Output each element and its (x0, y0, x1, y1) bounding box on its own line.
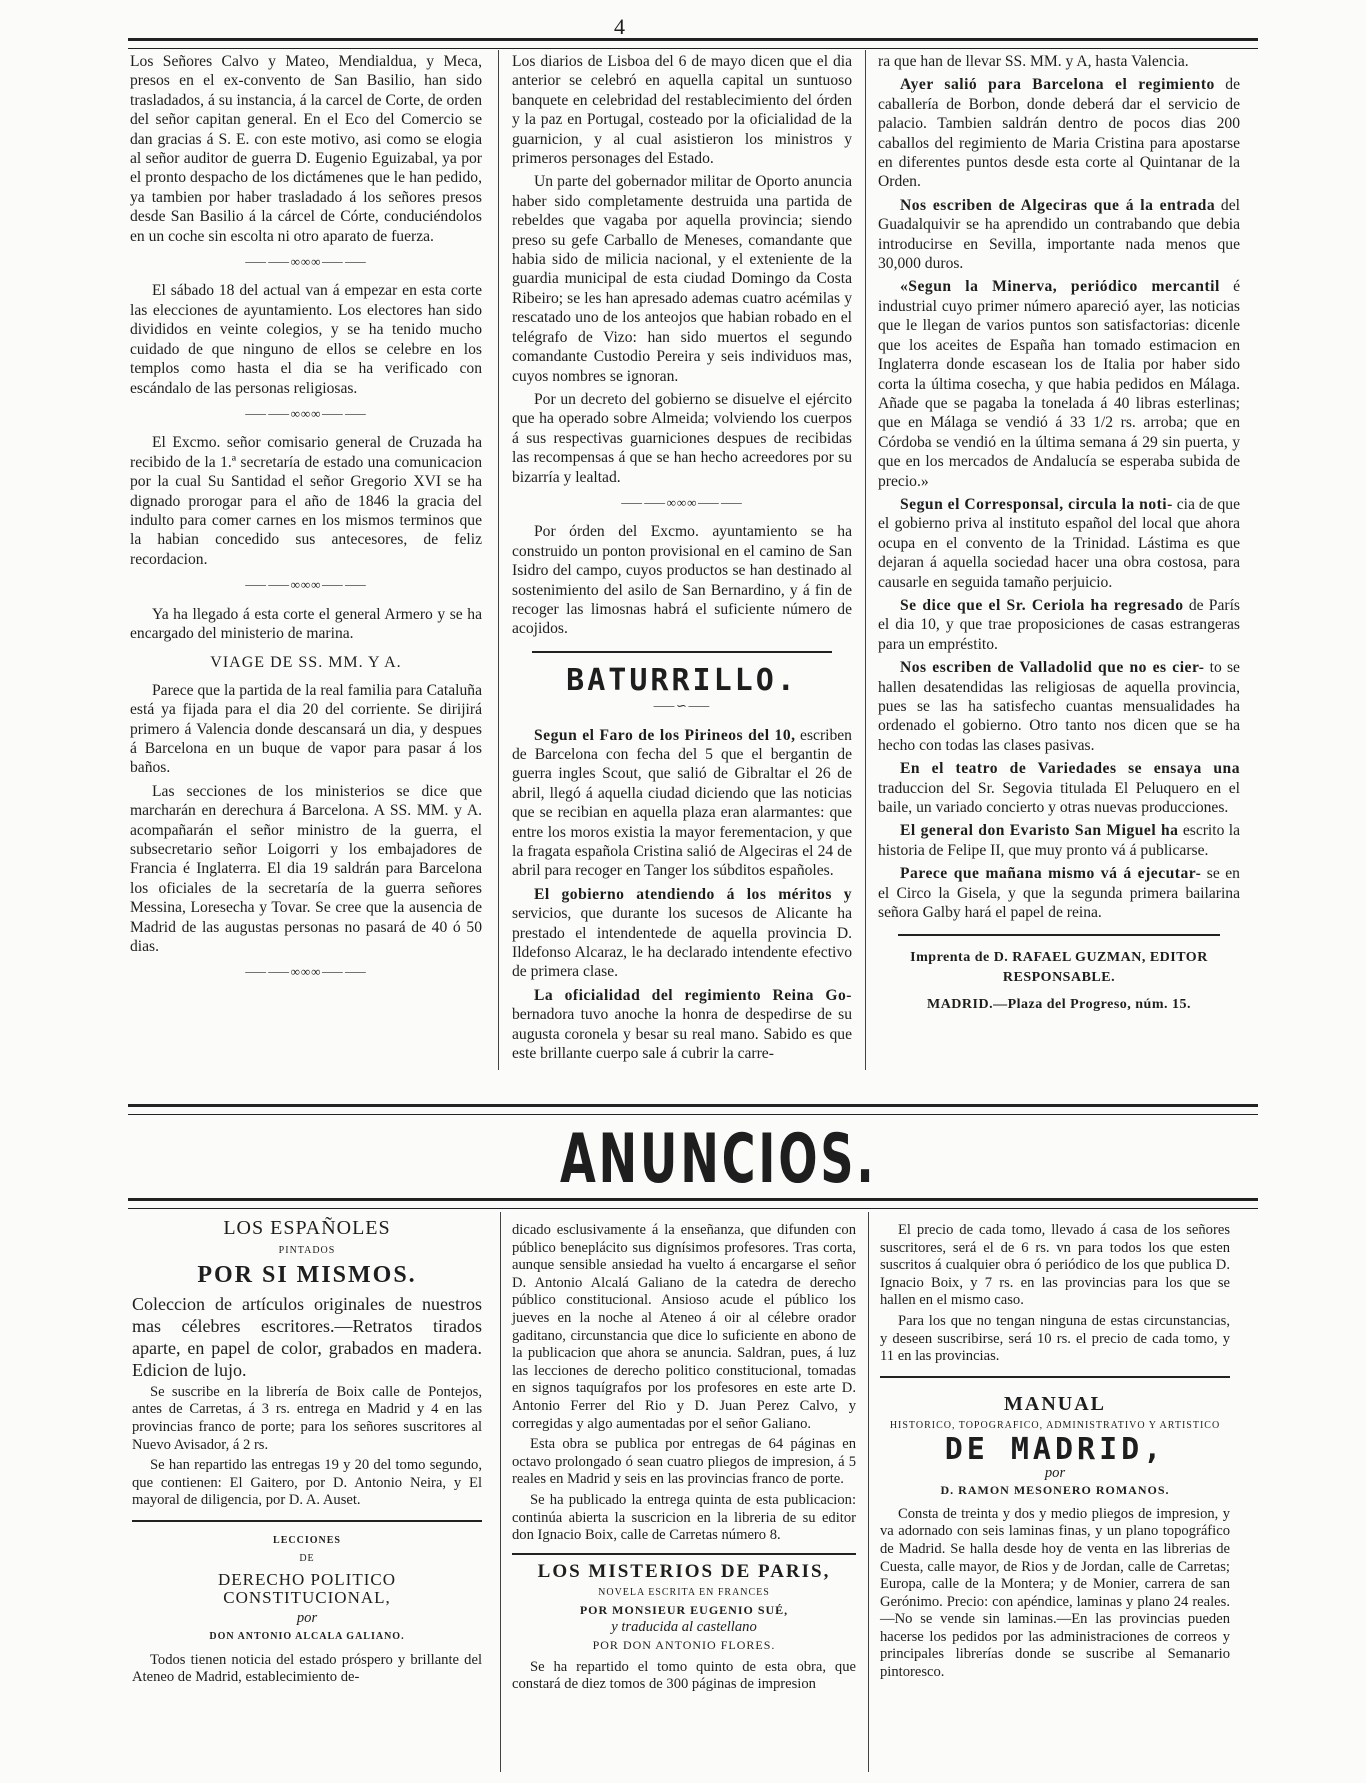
ad-paragraph: Consta de treinta y dos y medio pliegos de impresion, y va adornado con seis laminas finas, y un plano topográfico de Madrid. Se halla desde hoy de venta en las librerias de Cuesta, calle mayor, de Rios y de Jordan, calle de Carretas; Europa, calle de la Montera; y de Monier, carrera de san Gerónimo. Precio: con apéndice, laminas y plano 24 reales.—No se vende sin laminas.—En las provincias pueden hacerse los pedidos por las administraciones de correos y principales librerías donde se suscribe al Semanario pintoresco. (880, 1505, 1230, 1681)
item-text: escriben de Barcelona con fecha del 5 que el bergantin de guerra ingles Scout, que salió de Gibraltar el 26 de abril, llegó á aquella ciudad diciendo que las noticias que se recibian en aquella plaza eran alarmantes: que entre los moros existia la mayor ferementacion, y que la fragata española Cristina salió de Algeciras el 24 de abril para recoger en Tanger los súbditos españoles. (512, 726, 852, 880)
item-text: del Guadalquivir se ha aprendido un contrabando que debia introducirse en Sevilla, importante nada menos que 30,000 duros. (878, 196, 1240, 273)
ad-subtitle: DE (299, 1552, 315, 1564)
item-text: de París el dia 10, y que trae proposiciones de casas estrangeras para un empréstito. (878, 596, 1240, 653)
item-text: se en el Circo la Gisela, y que la segunda primera bailarina señora Galby hará el papel de reina. (878, 865, 1240, 922)
column-divider (498, 50, 499, 1070)
article: Un parte del gobernador militar de Oporto anuncia haber sido completamente destruida una partida de rebeldes que vagaba por aquella provincia; siendo preso su gefe Carballo de Meneses, comandante que habia sido de milicia nacional, y el exteniente de la guardia municipal de esta ciudad Domingo da Costa Ribeiro; se les han apresado ademas cuatro acémilas y rescatado uno de los anteojos que habian robado en el telégrafo de Vizo: han sido muertos el segundo comandante Custodio Pereira y seis individuos mas, cuyos nombres se ignoran. (512, 173, 852, 385)
ad-rule (512, 1553, 856, 1555)
item-lead: Segun el Corresponsal, circula la noti- (900, 495, 1173, 513)
ad-title-main: POR SI MISMOS. (197, 1262, 417, 1289)
ad-title: LECCIONES (273, 1534, 341, 1546)
article: Parece que la partida de la real familia para Cataluña está ya fijada para el dia 20 del corriente. Se dirijirá primero á Valencia donde descansará un dia, y despues á Barcelona en un buque de vapor para pasar á los baños. (130, 681, 482, 777)
article (878, 75, 1240, 191)
column-divider (865, 50, 866, 1070)
ad-paragraph: Se ha publicado la entrega quinta de esta publicacion: continúa abierta la suscricion en la libreria de su editor don Ignacio Boix, calle de Carretas número 8. (512, 1491, 856, 1544)
item-text: traduccion del Sr. Segovia titulada El Peluquero en el baile, un variado concierto y otras nuevas producciones. (878, 779, 1240, 817)
ad-subtitle: y traducida al castellano (611, 1619, 757, 1636)
ad-paragraph: El precio de cada tomo, llevado á casa de los señores suscritores, será el de 6 rs. vn para todos los que esten suscritos á cualquier obra ó periódico de los que publica D. Ignacio Boix, y 7 rs. en las provincias para los que se hallen en el mismo caso. (880, 1222, 1230, 1309)
imprint-address: MADRID.—Plaza del Progreso, núm. 15. (926, 997, 1192, 1013)
ad-rule (880, 1376, 1230, 1378)
article (878, 196, 1240, 274)
article: El Excmo. señor comisario general de Cruzada ha recibido de la 1.ª secretaría de estado una comunicacion por la cual Su Santidad el señor Gregorio XVI se ha dignado prorogar para el año de 1846 la gracia del indulto para comer carnes en los mismos terminos que la habian concedido sus antecesores, de feliz recordacion. (130, 434, 482, 568)
ornament-divider: ⸺∽⸺ (653, 698, 711, 714)
baturrillo-item (512, 885, 852, 982)
item-lead: En el teatro de Variedades se ensaya una (900, 760, 1240, 778)
article (878, 277, 1240, 490)
article: Ya ha llegado á esta corte el general Armero y se ha encargado del ministerio de marina. (130, 605, 482, 642)
ad-column-3 (880, 1222, 1230, 1685)
ad-by: por (1044, 1464, 1066, 1481)
item-lead: La oficialidad del regimiento Reina Go- (534, 986, 852, 1004)
page-number: 4 (614, 14, 625, 39)
ad-column-1 (132, 1216, 482, 1690)
article: Las secciones de los ministerios se dice que marcharán en derechura á Barcelona. A SS. MM. y A. acompañarán el señor ministro de la guerra, el subsecretario señor Loigorri y los embajadores de Francia é Inglaterra. El dia 19 saldrán para Barcelona los oficiales de la secretaría de la guerra señores Messina, Loresecha y Tovar. Se cree que la ausencia de Madrid de las augustas personas no pasará de 40 ó 50 dias. (130, 782, 482, 956)
item-text: cia de que el gobierno priva al instituto español del local que ahora ocupa en el convento de la Trinidad. Lástima es que dejaran á aquella sociedad hacer una obra costosa, para causarle en seguida tamaño perjuicio. (878, 495, 1240, 591)
anuncios-heading: ANUNCIOS. (560, 1120, 877, 1199)
article (878, 596, 1240, 654)
section-heading: VIAGE DE SS. MM. Y A. (210, 654, 402, 672)
article: Por órden del Excmo. ayuntamiento se ha construido un ponton provisional en el camino de San Isidro del campo, cuyos productos se han destinado al sostenimiento del asilo de San Bernardino, y á fin de recoger las limosnas habrá el suficiente número de acojidos. (512, 523, 852, 638)
ad-column-2 (512, 1222, 856, 1697)
ad-author: DON ANTONIO ALCALA GALIANO. (209, 1630, 405, 1642)
ad-subtitle: PINTADOS (278, 1244, 336, 1256)
ad-paragraph: Se suscribe en la librería de Boix calle de Pontejos, antes de Carretas, á 3 rs. entrega en Madrid y 4 en las provincias franco de porte; para los señores suscritores al Nuevo Avisador, á 2 rs. (132, 1383, 482, 1453)
item-lead: Ayer salió para Barcelona el regimiento (900, 76, 1215, 94)
news-column-2 (512, 52, 852, 1068)
ad-author: D. RAMON MESONERO ROMANOS. (940, 1483, 1170, 1498)
article (878, 759, 1240, 817)
baturrillo-item (512, 726, 852, 881)
item-lead: Nos escriben de Algeciras que á la entrada (900, 196, 1216, 214)
item-text: escrito la historia de Felipe II, que muy pronto vá á publicarse. (878, 822, 1240, 859)
article: Los diarios de Lisboa del 6 de mayo dicen que el dia anterior se celebró en aquella capital un suntuoso banquete en celebridad del restablecimiento del órden y la paz en Portugal, costeado por la oficialidad de la guarnicion, y al cual asistieron los ministros y primeros personages del Estado. (512, 53, 852, 168)
item-text: bernadora tuvo anoche la honra de despedirse de su augusta coronela y besar su real mano. Sabido es que este brillante cuerpo sale á cubrir la carre- (512, 1006, 852, 1063)
anuncios-top-rule (128, 1104, 1258, 1115)
ad-paragraph: Todos tienen noticia del estado próspero y brillante del Ateneo de Madrid, establecimiento de- (132, 1651, 482, 1686)
item-text: de caballería de Borbon, donde deberá dar el servicio de palacio. Tambien saldrán dentro de pocos dias 200 caballos del regimiento de Maria Cristina para apostarse en diferentes puntos desde esta corte al Quintanar de la Orden. (878, 76, 1240, 191)
ad-paragraph: Esta obra se publica por entregas de 64 páginas en octavo prolongado ó sean cuatro pliegos de impresion, á 5 reales en Madrid y seis en las provincias franco de porte. (512, 1436, 856, 1488)
imprint: Imprenta de D. RAFAEL GUZMAN, EDITOR RESPONSABLE. (910, 950, 1208, 985)
baturrillo-heading: BATURRILLO. (566, 662, 798, 698)
ad-author: POR MONSIEUR EUGENIO SUÉ, (579, 1602, 789, 1617)
article (878, 864, 1240, 922)
item-lead: «Segun la Minerva, periódico mercantil (900, 278, 1220, 296)
ad-title: MANUAL (1004, 1392, 1106, 1415)
article: Los Señores Calvo y Mateo, Mendialdua, y Meca, presos en el ex-convento de San Basilio, han sido trasladados, á su instancia, á la carcel de Corte, de orden del señor capitan general. En el Eco del Comercio se dan gracias á S. E. con este motivo, asi como se elogia al señor auditor de guerra D. Eugenio Eguizabal, ya por el pronto despacho de los dictámenes que le han pedido, ya tambien por haber trasladado á los señores presos desde San Basilio á la cárcel de Córte, conduciéndolos en un coche sin escolta ni otro aparato de fuerza. (130, 53, 483, 245)
news-column-3 (878, 52, 1240, 1015)
ad-paragraph: Se ha repartido el tomo quinto de esta obra, que constará de diez tomos de 300 páginas de impresion (512, 1658, 856, 1693)
article: Por un decreto del gobierno se disuelve el ejército que ha operado sobre Almeida; volviendo los cuerpos á sus respectivas guarniciones despues de recibidas las recompensas á que se han hecho acreedores por su bizarría y lealtad. (512, 390, 852, 486)
ad-description: Coleccion de artículos originales de nuestros mas célebres escritores.—Retratos tirados aparte, en papel de color, grabados en madera. Edicion de lujo. (132, 1293, 482, 1380)
column-divider (868, 1212, 869, 1772)
anuncios-bottom-rule (128, 1198, 1258, 1209)
ad-by: por (296, 1610, 318, 1627)
item-text: to se hallen desatendidas las religiosas de aquella provincia, pues se las ha satisfecho cuantas mensualidades ha ordenado el gobierno. Otro tanto nos dicen que se ha hecho con todas las clases pasivas. (878, 659, 1240, 754)
ad-subtitle: HISTORICO, TOPOGRAFICO, ADMINISTRATIVO Y ARTISTICO (889, 1420, 1221, 1432)
article: El sábado 18 del actual van á empezar en esta corte las elecciones de ayuntamiento. Los electores han sido divididos en veinte colegios, y se ha tenido mucho cuidado de que ninguno de ellos se celebre en los templos como hasta el dia se ha verificado con escándalo de las personas religiosas. (130, 282, 482, 397)
ad-title: LOS ESPAÑOLES (223, 1217, 391, 1239)
ad-author: POR DON ANTONIO FLORES. (592, 1638, 776, 1653)
ad-rule (132, 1520, 482, 1522)
ad-paragraph: Se han repartido las entregas 19 y 20 del tomo segundo, que contienen: El Gaitero, por D. Antonio Neira, y El mayoral de diligencia, por D. A. Auset. (132, 1457, 482, 1509)
section-rule (898, 934, 1220, 936)
section-rule (532, 651, 832, 653)
item-lead: Nos escriben de Valladolid que no es cier- (900, 659, 1205, 677)
article (878, 821, 1240, 860)
item-lead: Se dice que el Sr. Ceriola ha regresado (900, 596, 1184, 614)
item-lead: El gobierno atendiendo á los méritos y (534, 885, 852, 903)
ad-subtitle: NOVELA ESCRITA EN FRANCES (598, 1587, 770, 1599)
item-text: servicios, que durante los sucesos de Alicante ha prestado el intendentede de aquella provincia D. Ildefonso Alcaraz, le ha declarado intendente efectivo de primera clase. (512, 905, 852, 981)
ad-title-main: DERECHO POLITICO CONSTITUCIONAL, (218, 1570, 396, 1607)
ornament-divider: ⸺⸺∞∞∞⸺⸺ (244, 254, 368, 270)
news-column-1 (130, 52, 482, 992)
ornament-divider: ⸺⸺∞∞∞⸺⸺ (620, 494, 744, 510)
ornament-divider: ⸺⸺∞∞∞⸺⸺ (244, 964, 368, 980)
article (878, 495, 1240, 592)
ad-title-main: DE MADRID, (944, 1431, 1166, 1467)
ornament-divider: ⸺⸺∞∞∞⸺⸺ (244, 405, 368, 421)
top-rule (128, 38, 1258, 49)
article: ra que han de llevar SS. MM. y A, hasta Valencia. (878, 53, 1189, 70)
item-lead: El general don Evaristo San Miguel ha (900, 822, 1179, 840)
column-divider (500, 1212, 501, 1772)
baturrillo-item (512, 986, 852, 1064)
ad-title: LOS MISTERIOS DE PARIS, (537, 1560, 831, 1582)
ad-paragraph: dicado esclusivamente á la enseñanza, que difunden con público beneplácito sus dignísimos profesores. Tras corta, aunque sensible ansiedad ha vuelto á encargarse el señor D. Antonio Alcalá Galiano de la catedra de derecho público constitucional. Ansioso acude el público los jueves en la noche al Ateneo á oir al célebre orador gaditano, circunstancia que dice lo suficiente en abono de la publicacion que ahora se anuncia. Saldran, pues, á luz las lecciones de derecho politico constitucional, tomadas en signos taquígrafos por los profesores en este arte D. Antonio Ferrer del Rio y D. Juan Perez Calvo, y corregidas y algo aumentadas por el señor Galiano. (512, 1222, 856, 1432)
ornament-divider: ⸺⸺∞∞∞⸺⸺ (244, 577, 368, 593)
article (878, 658, 1240, 755)
item-lead: Parece que mañana mismo vá á ejecutar- (900, 865, 1202, 883)
item-text: é industrial cuyo primer número apareció ayer, las noticias que le llegan de varios puntos son satisfactorias: dicenle que los aceites de España han tomado estimacion en Inglaterra donde escasean los de Italia por haber sido corta la última cosecha, y que habia pedidos en Málaga. Añade que se pagaba la tonelada á 40 libras esterlinas; que en Málaga se vendió á 33 1/2 rs. arroba; que en Córdoba se vendió en la última semana á 29 sin puerta, y que en los mercados de Andalucía se esperaba subida de precio.» (878, 278, 1241, 490)
item-lead: Segun el Faro de los Pirineos del 10, (534, 726, 796, 744)
ad-paragraph: Para los que no tengan ninguna de estas circunstancias, y deseen suscribirse, será 10 rs. el precio de cada tomo, y 11 en las provincias. (880, 1312, 1230, 1365)
